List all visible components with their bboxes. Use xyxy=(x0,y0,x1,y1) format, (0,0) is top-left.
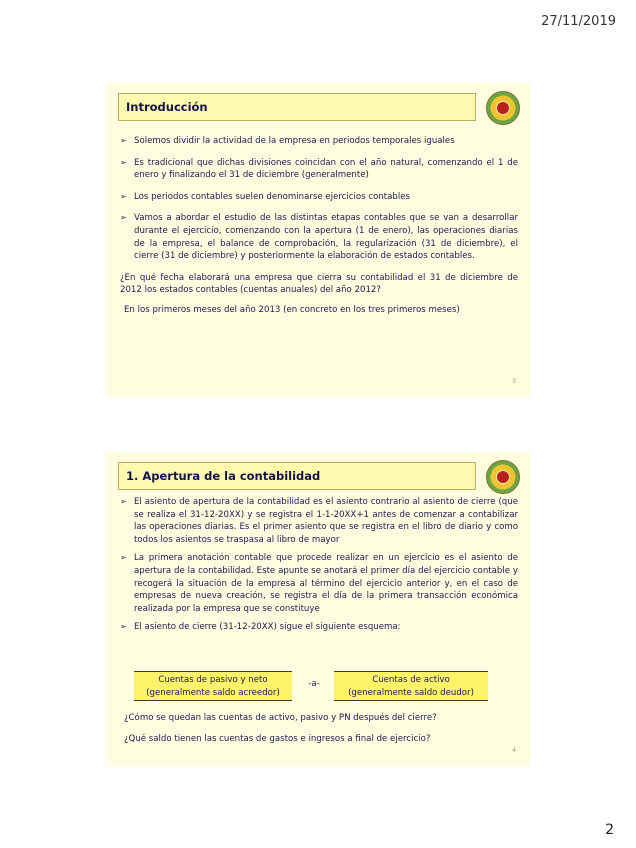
scheme-separator: -a- xyxy=(308,679,320,689)
slide-number: 3 xyxy=(512,378,516,385)
slide-questions xyxy=(124,712,518,752)
university-seal-icon xyxy=(486,91,520,125)
slide-introduccion xyxy=(106,83,530,397)
scheme-left-line2: (generalmente saldo acreedor) xyxy=(146,688,280,698)
bullet-item: ➢ Solemos dividir la actividad de la empresa en periodos temporales iguales xyxy=(120,135,518,148)
question-text: ¿Qué saldo tienen las cuentas de gastos e ingresos a final de ejercicio? xyxy=(124,733,431,744)
slide-title: Introducción xyxy=(118,93,476,121)
university-seal-icon xyxy=(486,460,520,494)
bullet-item: ➢ La primera anotación contable que procede realizar en un ejercicio es el asiento de apertura de la contabilidad. Este apunte se anotará el primer día del ejercicio contable y recogerá la situación de la empresa al término del ejercicio anterior y, en el caso de empresas de nueva creación, se registra el día de la primera transacción económica realizada por la empresa que se constituye xyxy=(120,552,518,615)
slide-number: 4 xyxy=(512,747,516,754)
scheme-debit-box xyxy=(134,671,292,701)
page-number: 2 xyxy=(605,822,614,838)
question-text: ¿En qué fecha elaborará una empresa que cierra su contabilidad el 31 de diciembre de 2012 los estados contables (cuentas anuales) del año 2012? xyxy=(120,272,518,296)
slide-body xyxy=(120,135,518,324)
bullet-item: ➢ El asiento de cierre (31-12-20XX) sigue el siguiente esquema: xyxy=(120,621,518,634)
scheme-right-line1: Cuentas de activo xyxy=(372,675,450,685)
answer-text: En los primeros meses del año 2013 (en concreto en los tres primeros meses) xyxy=(124,304,460,315)
slide-apertura xyxy=(106,452,530,766)
bullet-item: ➢ Los periodos contables suelen denominarse ejercicios contables xyxy=(120,191,518,204)
page-date: 27/11/2019 xyxy=(541,14,616,29)
bullet-item: ➢ Vamos a abordar el estudio de las distintas etapas contables que se van a desarrollar durante el ejercicio, comenzando con la apertura (1 de enero), las operaciones diarias de la empresa, el balance de comprobación, la regularización (31 de diciembre), el cierre (31 de diciembre) y posteriormente la elaboración de estados contables. xyxy=(120,212,518,262)
scheme-credit-box xyxy=(334,671,488,701)
scheme-left-line1: Cuentas de pasivo y neto xyxy=(158,675,268,685)
bullet-item: ➢ El asiento de apertura de la contabilidad es el asiento contrario al asiento de cierre (que se realiza el 31-12-20XX) y se registra el 1-1-20XX+1 antes de comenzar a contabilizar las operaciones diarias. Es el primer asiento que se registra en el libro de diario y como todos los asientos se traspasa al libro de mayor xyxy=(120,496,518,546)
slide-title: 1. Apertura de la contabilidad xyxy=(118,462,476,490)
closing-entry-scheme xyxy=(134,671,488,701)
slide-body xyxy=(120,496,518,643)
question-text: ¿Cómo se quedan las cuentas de activo, pasivo y PN después del cierre? xyxy=(124,713,437,723)
scheme-right-line2: (generalmente saldo deudor) xyxy=(348,688,474,698)
bullet-item: ➢ Es tradicional que dichas divisiones coincidan con el año natural, comenzando el 1 de enero y finalizando el 31 de diciembre (generalmente) xyxy=(120,157,518,182)
